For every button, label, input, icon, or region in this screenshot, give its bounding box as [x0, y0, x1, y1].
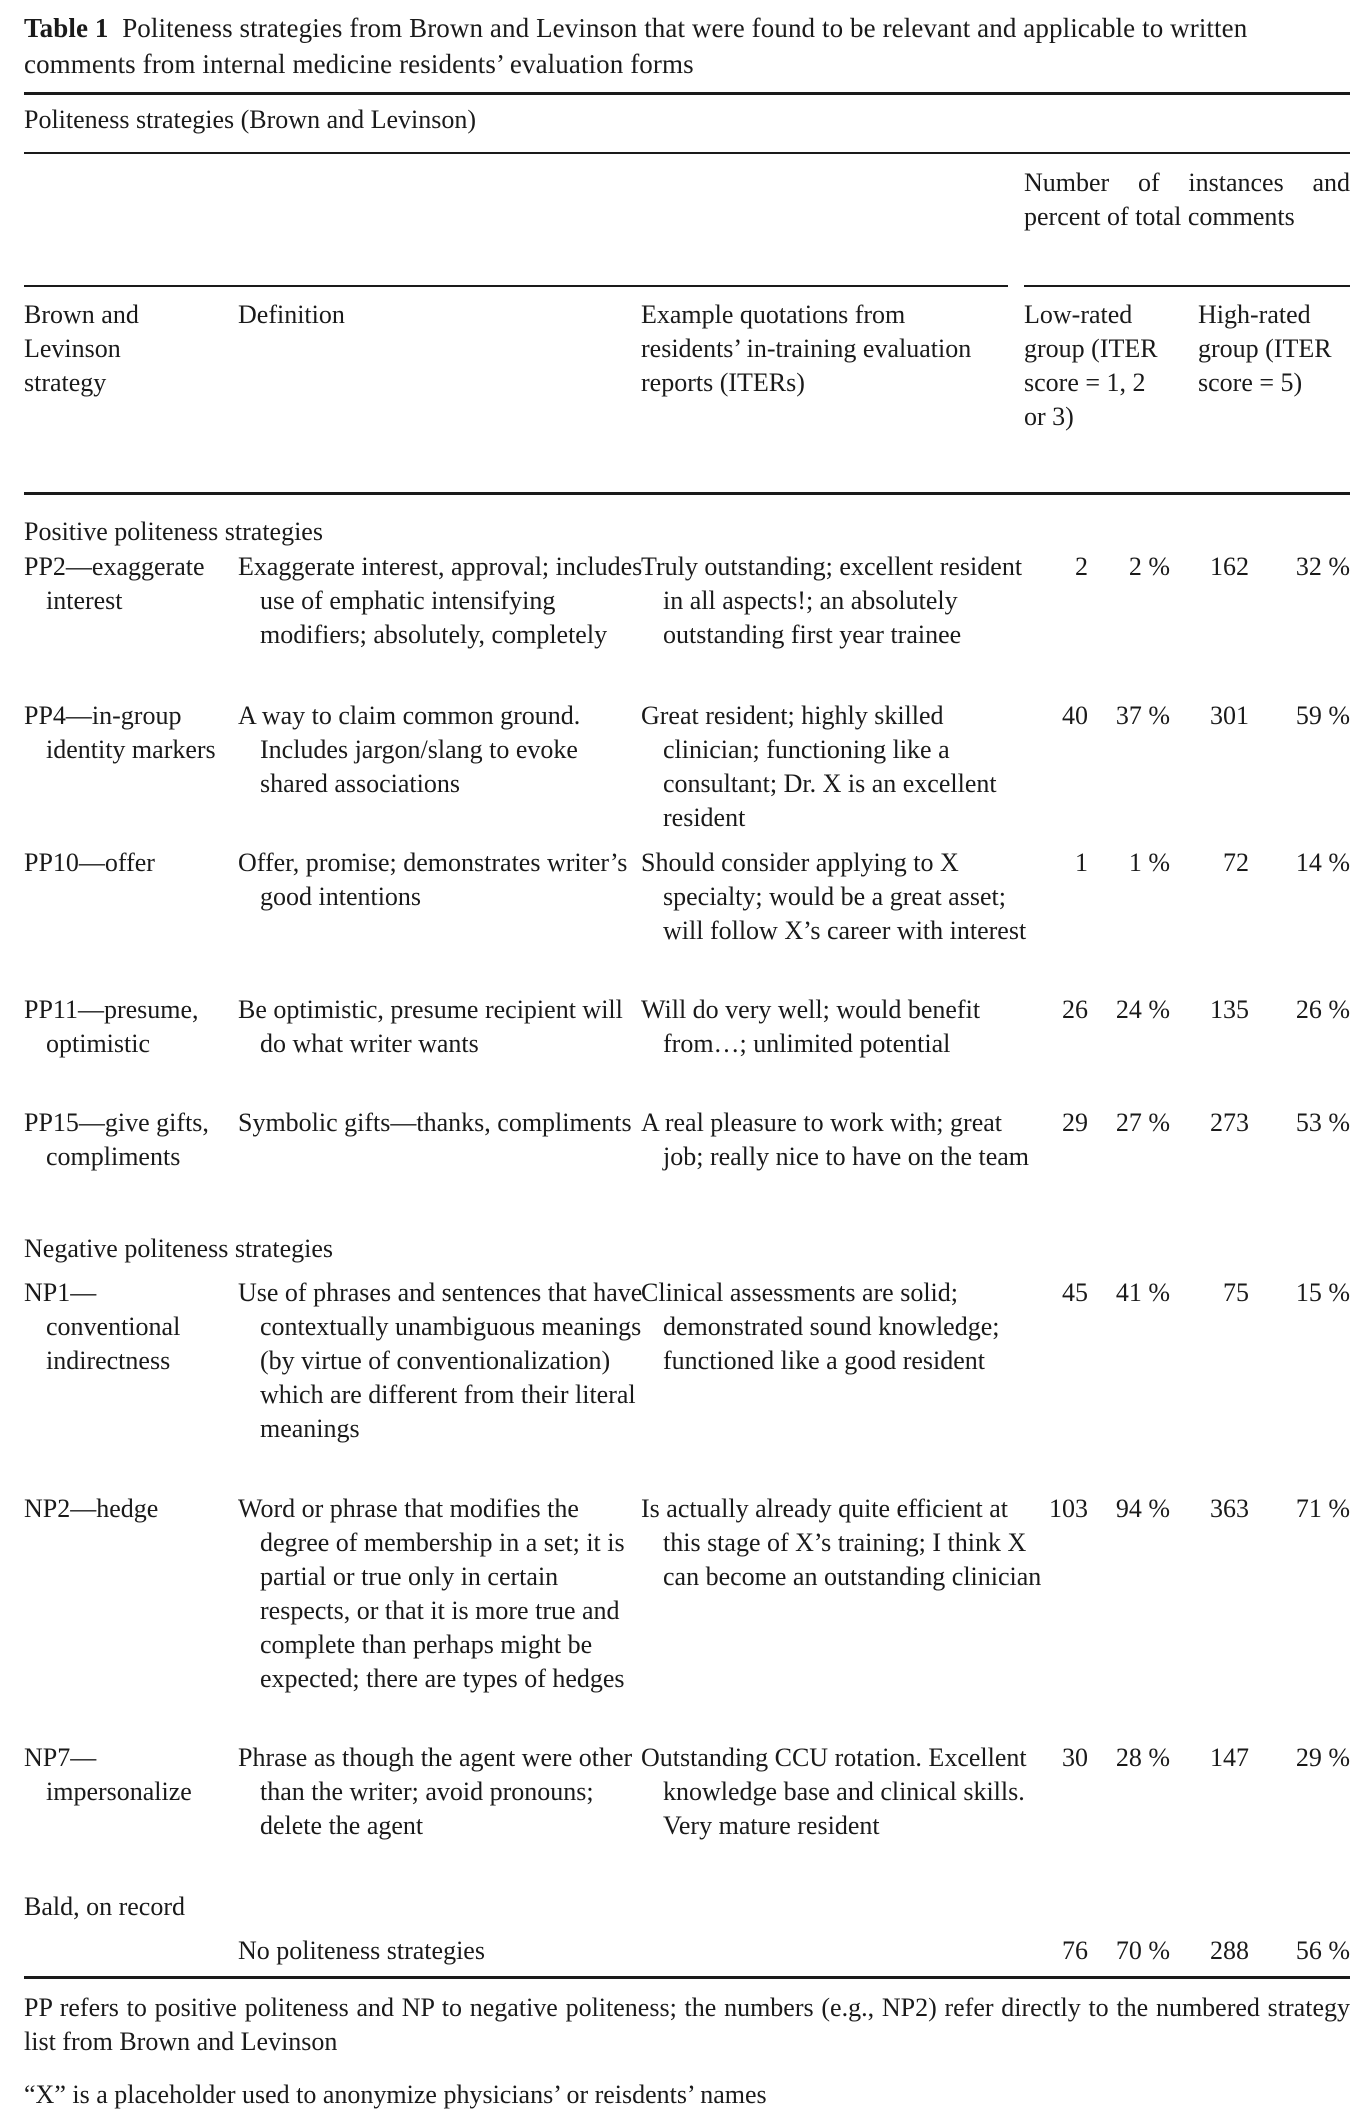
- col-header-low: Low-rated group (ITER score = 1, 2 or 3): [1024, 300, 1158, 431]
- row-definition: Exaggerate interest, approval; includes use of emphatic intensifying modifiers; absolutely, completely: [238, 552, 643, 649]
- row-high-n: 135: [1210, 995, 1249, 1024]
- row-high-pct: 29 %: [1295, 1743, 1350, 1772]
- super-header-rule: [24, 152, 1350, 154]
- row-low-pct: 1 %: [1128, 848, 1170, 877]
- row-high-n: 75: [1223, 1278, 1249, 1307]
- row-example: Should consider applying to X specialty; would be a great asset; will follow X’s career with interest: [641, 848, 1027, 945]
- col-header-examples: Example quotations from residents’ in-training evaluation reports (ITERs): [641, 300, 972, 397]
- row-low-n: 45: [1062, 1278, 1088, 1307]
- row-high-n: 72: [1223, 848, 1249, 877]
- row-low-pct: 94 %: [1115, 1494, 1170, 1523]
- col-header-high: High-rated group (ITER score = 5): [1198, 300, 1332, 397]
- row-example: Will do very well; would benefit from…; unlimited potential: [641, 995, 981, 1058]
- header-bottom-rule: [24, 492, 1350, 495]
- row-definition: Use of phrases and sentences that have contextually unambiguous meanings (by virtue of conventionalization) which are different from their literal meanings: [238, 1278, 643, 1443]
- footnote-2: “X” is a placeholder used to anonymize physicians’ or reisdents’ names: [24, 2080, 767, 2109]
- col-header-definition: Definition: [238, 300, 345, 329]
- row-high-n: 273: [1210, 1108, 1249, 1137]
- row-high-pct: 71 %: [1295, 1494, 1350, 1523]
- footnote-1: PP refers to positive politeness and NP to negative politeness; the numbers (e.g., NP2) refer directly to the numbered strategy list from Brown and Levinson: [24, 1993, 1350, 2056]
- row-definition: A way to claim common ground. Includes jargon/slang to evoke shared associations: [238, 701, 581, 798]
- table-caption: [24, 10, 1350, 82]
- row-example: A real pleasure to work with; great job; really nice to have on the team: [641, 1108, 1030, 1171]
- group-header: Number of instances and percent of total comments: [1024, 168, 1350, 231]
- row-example: Great resident; highly skilled clinician; functioning like a consultant; Dr. X is an excellent resident: [641, 701, 997, 832]
- row-example: Outstanding CCU rotation. Excellent knowledge base and clinical skills. Very mature resident: [641, 1743, 1027, 1840]
- caption-label: Table 1: [24, 13, 109, 43]
- row-high-n: 363: [1210, 1494, 1249, 1523]
- row-low-pct: 28 %: [1115, 1743, 1170, 1772]
- row-low-n: 29: [1062, 1108, 1088, 1137]
- col-header-strategy: Brown and Levinson strategy: [24, 300, 139, 397]
- row-low-n: 30: [1062, 1743, 1088, 1772]
- row-strategy: PP2—exaggerate interest: [24, 552, 205, 615]
- row-definition: Offer, promise; demonstrates writer’s good intentions: [238, 848, 628, 911]
- row-strategy: PP4—in-group identity markers: [24, 701, 216, 764]
- row-low-n: 1: [1075, 848, 1088, 877]
- section-negative: Negative politeness strategies: [24, 1234, 334, 1263]
- group-header-rule-left: [24, 285, 1008, 287]
- row-low-pct: 41 %: [1115, 1278, 1170, 1307]
- row-high-n: 301: [1210, 701, 1249, 730]
- row-example: Truly outstanding; excellent resident in all aspects!; an absolutely outstanding first year trainee: [641, 552, 1023, 649]
- row-definition: Be optimistic, presume recipient will do what writer wants: [238, 995, 623, 1058]
- row-high-pct: 26 %: [1295, 995, 1350, 1024]
- row-high-n: 147: [1210, 1743, 1249, 1772]
- row-low-n: 2: [1075, 552, 1088, 581]
- row-high-pct: 56 %: [1295, 1936, 1350, 1965]
- caption-text: Politeness strategies from Brown and Levinson that were found to be relevant and applicable to written comments from internal medicine residents’ evaluation forms: [24, 13, 1248, 79]
- row-low-n: 26: [1062, 995, 1088, 1024]
- row-definition: No politeness strategies: [238, 1936, 485, 1965]
- table-page: [24, 0, 1350, 2109]
- row-definition: Phrase as though the agent were other than the writer; avoid pronouns; delete the agent: [238, 1743, 633, 1840]
- row-low-pct: 2 %: [1128, 552, 1170, 581]
- row-definition: Symbolic gifts—thanks, compliments: [238, 1108, 632, 1137]
- row-high-n: 162: [1210, 552, 1249, 581]
- row-high-pct: 15 %: [1295, 1278, 1350, 1307]
- row-example: Clinical assessments are solid; demonstrated sound knowledge; functioned like a good resident: [641, 1278, 1000, 1375]
- row-low-n: 103: [1049, 1494, 1088, 1523]
- row-high-pct: 14 %: [1295, 848, 1350, 877]
- row-low-pct: 27 %: [1115, 1108, 1170, 1137]
- row-example: Is actually already quite efficient at this stage of X’s training; I think X can become an outstanding clinician: [641, 1494, 1042, 1591]
- section-positive: Positive politeness strategies: [24, 517, 323, 546]
- row-strategy: NP2—hedge: [24, 1494, 159, 1523]
- bottom-rule: [24, 1976, 1350, 1979]
- group-header-rule-right: [1024, 285, 1350, 287]
- row-strategy: PP15—give gifts, compliments: [24, 1108, 209, 1171]
- row-high-n: 288: [1210, 1936, 1249, 1965]
- top-rule: [24, 92, 1350, 95]
- row-definition: Word or phrase that modifies the degree of membership in a set; it is partial or true only in certain respects, or that it is more true and complete than perhaps might be expected; there are types of hedges: [238, 1494, 625, 1693]
- row-strategy: PP10—offer: [24, 848, 155, 877]
- row-high-pct: 59 %: [1295, 701, 1350, 730]
- super-header: Politeness strategies (Brown and Levinson): [24, 105, 477, 134]
- row-high-pct: 32 %: [1295, 552, 1350, 581]
- row-low-pct: 70 %: [1115, 1936, 1170, 1965]
- section-bald: Bald, on record: [24, 1892, 186, 1921]
- row-strategy: PP11—presume, optimistic: [24, 995, 199, 1058]
- row-low-n: 40: [1062, 701, 1088, 730]
- row-strategy: NP1—conventional indirectness: [24, 1278, 181, 1375]
- row-strategy: NP7—impersonalize: [24, 1743, 192, 1806]
- row-high-pct: 53 %: [1295, 1108, 1350, 1137]
- row-low-n: 76: [1062, 1936, 1088, 1965]
- row-low-pct: 24 %: [1115, 995, 1170, 1024]
- row-low-pct: 37 %: [1115, 701, 1170, 730]
